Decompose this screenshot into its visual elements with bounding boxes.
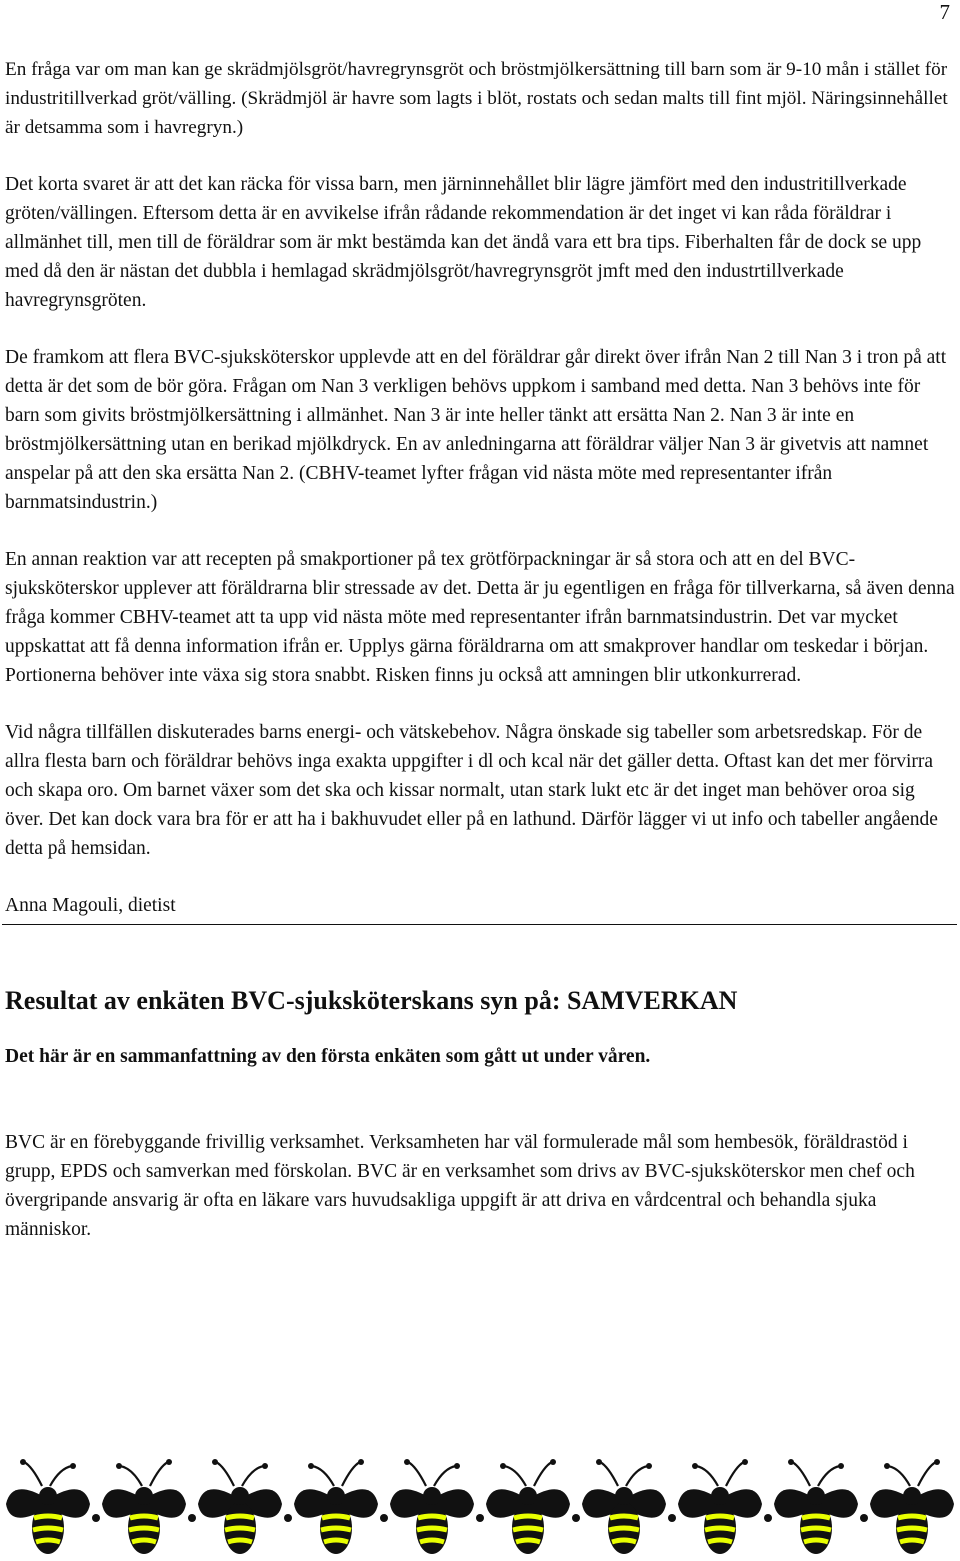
border-dot xyxy=(188,1514,196,1522)
bee-icon xyxy=(486,1459,570,1554)
border-dot xyxy=(764,1514,772,1522)
paragraph-iron-content: Det korta svaret är att det kan räcka för vissa barn, men järninnehållet blir lägre jämfört med den industritillverkade gröten/vällingen. Eftersom detta är en avvikelse ifrån rådande rekommendation är det inget vi kan råda föräldrar i allmänhet till, men till de föräldrar som är mkt bestämda kan det ändå vara ett bra tips. Fiberhalten får de dock se upp med då den är nästan det dubbla i hemlagad skrädmjölsgröt/havregrynsgröt jmft med den industrtillverkade havregrynsgröten. xyxy=(5,174,922,311)
bee-icon xyxy=(198,1459,282,1554)
paragraph-porridge-question: En fråga var om man kan ge skrädmjölsgröt/havregrynsgröt och bröstmjölkersättning till barn som är 9-10 mån i stället för industritillverkad gröt/välling. (Skrädmjöl är havre som lagts i blöt, rostats och sedan malts till fint mjöl. Näringsinnehållet är detsamma som i havregryn.) xyxy=(5,59,948,138)
paragraph-nan3: De framkom att flera BVC-sjuksköterskor upplevde att en del föräldrar går direkt över ifrån Nan 2 till Nan 3 i tron på att detta är det som de bör göra. Frågan om Nan 3 verkligen behövs uppkom i samband med detta. Nan 3 behövs inte för barn som givits bröstmjölkersättning i allmänhet. Nan 3 är inte heller tänkt att ersätta Nan 2. Nan 3 är inte en bröstmjölkersättning utan en berikad mjölkdryck. En av anledningarna att föräldrar väljer Nan 3 är givetvis att namnet anspelar på att den ska ersätta Nan 2. (CBHV-teamet lyfter frågan vid nästa möte med representanter ifrån barnmatsindustrin.) xyxy=(5,347,947,513)
divider xyxy=(2,924,957,925)
bee-icon xyxy=(6,1459,90,1554)
section-subtitle: Det här är en sammanfattning av den första enkäten som gått ut under våren. xyxy=(5,1046,651,1067)
paragraph-energy-needs: Vid några tillfällen diskuterades barns energi- och vätskebehov. Några önskade sig tabeller som arbetsredskap. För de allra flesta barn och föräldrar behövs inga exakta uppgifter i dl och kcal när det gäller detta. Oftast kan det mer förvirra och skapa oro. Om barnet växer som det ska och kissar normalt, utan stark lukt etc är det inget man behöver oroa sig över. Det kan dock vara bra för er att ha i bakhuvudet eller på en lathund. Därför lägger vi ut info och tabeller angående detta på hemsidan. xyxy=(5,722,938,859)
paragraph-bvc: BVC är en förebyggande frivillig verksamhet. Verksamheten har väl formulerade mål som hembesök, föräldrastöd i grupp, EPDS och samverkan med förskolan. BVC är en verksamhet som drivs av BVC-sjuksköterskor men chef och övergripande ansvarig är ofta en läkare vars huvudsakliga uppgift är att driva en vårdcentral och behandla sjuka människor. xyxy=(5,1132,915,1240)
border-dot xyxy=(476,1514,484,1522)
bee-icon xyxy=(390,1459,474,1554)
bee-icon xyxy=(582,1459,666,1554)
bee-icon xyxy=(102,1459,186,1554)
border-dot xyxy=(92,1514,100,1522)
bee-border xyxy=(0,1448,960,1561)
bee-icon xyxy=(774,1459,858,1554)
border-dot xyxy=(860,1514,868,1522)
border-dot xyxy=(668,1514,676,1522)
border-dot xyxy=(572,1514,580,1522)
section-title: Resultat av enkäten BVC-sjuksköterskans syn på: SAMVERKAN xyxy=(5,986,738,1015)
bee-icon xyxy=(870,1459,954,1554)
border-dot xyxy=(380,1514,388,1522)
border-dot xyxy=(284,1514,292,1522)
bee-icon xyxy=(294,1459,378,1554)
signature: Anna Magouli, dietist xyxy=(5,895,176,916)
paragraph-taste-portions: En annan reaktion var att recepten på smakportioner på tex grötförpackningar är så stora och att en del BVC-sjuksköterskor upplever att föräldrarna blir stressade av det. Detta är ju egentligen en fråga för tillverkarna, så även denna fråga kommer CBHV-teamet att ta upp vid nästa möte med representanter ifrån barnmatsindustrin. Det var mycket uppskattat att få denna information ifrån er. Upplys gärna föräldrarna om att smakprover handlar om teskedar i början. Portionerna behöver inte växa sig stora snabbt. Risken finns ju också att amningen blir utkonkurrerad. xyxy=(5,549,955,686)
bee-icon xyxy=(678,1459,762,1554)
document-body xyxy=(5,55,955,1272)
page-number: 7 xyxy=(939,0,950,24)
